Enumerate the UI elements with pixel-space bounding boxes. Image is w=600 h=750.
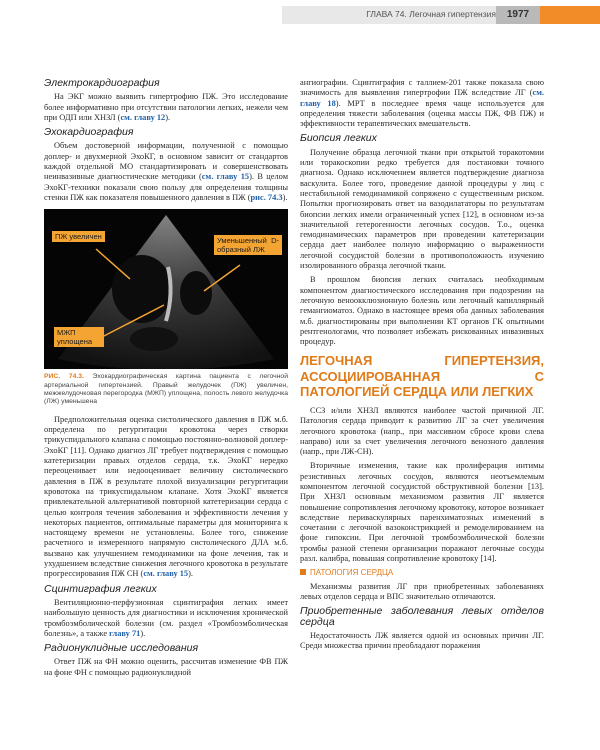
heading-radionuclide: Радионуклидные исследования [44,642,199,655]
paragraph-pressure: Предположительная оценка систолического давления в ПЖ м.б. определена по регургитации кровотока через створки трикуспидального клапана с помощью постоянно-волновой доплер-ЭхоКГ [11]. Однако диагноз ЛГ требует подтверждения с помощью катетеризации правых отделов сердца, т.к. ЭхоКГ нередко переоценивает или недооценивает величину систолического давления в ПЖ в результате плохой визуализации регургитации кровотока на трикуспидальном клапане. Хотя ЭхоКГ является привлекательной альтернативой повторной катетеризации сердца с целью контроля течения заболевания и эффективности лечения у некоторых пациентов, оптимальные параметры для мониторинга к настоящему времени не установлены. Более того, снижение расчетного и измеренного напрямую систолического ДЛА м.б. вызвано как улучшением гемодинамики на фоне лечения, так и ухудшением вследствие снижения легочного кровотока в результате прогрессирования ПЖ СН (см. главу 15). [44,414,288,579]
section-title: ЛЕГОЧНАЯ ГИПЕРТЕНЗИЯ, АССОЦИИРОВАННАЯ С ПАТОЛОГИЕЙ СЕРДЦА ИЛИ ЛЕГКИХ [300,353,544,400]
link-chapter-12[interactable]: см. главу 12 [120,112,166,122]
paragraph-echo: Объем достоверной информации, полученной с помощью доплер- и двухмерной ЭхоКГ, в основном зависит от стандартов каждой отдельной МО стандартизировать и совершенствовать неинвазивные диагностические методики (см. главу 15). В целом ЭхоКГ-техники показали свою пользу для определения толщины стенки ПЖ как показателя повышенного давления в ПЖ (рис. 74.3). [44,141,289,202]
link-chapter-18[interactable]: см. главу 18 [300,88,544,108]
label-ivs-flattened: МЖП уплощена [54,327,104,347]
figure-caption: РИС. 74.3. Эхокардиографическая картина пациента с легочной артериальной гипертензией. Правый желудочек (ПЖ) увеличен, межжелудочковая перегородка (МЖП) уплощена, полость левого желудочка (ЛЖ) уменьшена [44,373,288,406]
left-column [44,78,288,682]
paragraph-angiography: ангиографии. Сцинтиграфия с таллием-201 также показала свою значимость для выявления гипертрофии ПЖ вследствие ЛГ (см. главу 18). МРТ в последнее время чаще используется для определения тяжести заболевания (оценка массы ПЖ, ФВ ПЖ) и эффективности терапевтических вмешательств. [300,78,545,129]
heading-acquired: Приобретенные заболевания левых отделов сердца [300,605,544,628]
paragraph-scintigraphy: Вентиляционно-перфузионная сцинтиграфия легких имеет наибольшую ценность для диагностики и исключения хронической тромбоэмболической болезни (см. раздел «Тромбоэмболическая болезнь», а также главу 71). [44,597,288,638]
paragraph-biopsy-1: Получение образца легочной ткани при открытой торакотомии или торакоскопии редко требуется для постановки точного диагноза. Однако исключением является подтверждение диагноза васкулита. Более того, проведение данной процедуры у лиц с нестабильной гемодинамикой сопряжено с существенным риском. Попытки прогнозировать ответ на вазодилататоры по результатам биопсии легких имели ограниченный успех [12], в основном из-за значительной гетерогенности легочных сосудов. Т.о., оценка гемодинамических параметров при проведении катетеризации сердца дает наиболее полную информацию о выраженности легочной сосудистой болезни в противоположность изучению изолированного образца легочной ткани. [300,147,544,271]
paragraph-acquired: Недостаточность ЛЖ является одной из основных причин ЛГ. Среди множества причин преобладают поражения [300,630,544,651]
heading-ecg: Электрокардиография [44,77,160,89]
page-header [0,0,600,26]
echo-figure [44,209,288,369]
paragraph-biopsy-2: В прошлом биопсия легких считалась необходимым компонентом диагностического исследования при подозрении на легочную веноокклюзионную болезнь или легочный капиллярный гемангиоматоз. Однако в настоящее время оба данных заболевания м.б. диагностированы при выполнении КТ органов ГК опытными рентгенологами, что позволяет избежать рискованных инвазивных процедур. [300,275,544,347]
link-chapter-71[interactable]: главу 71 [109,628,141,638]
paragraph-intro-1: ССЗ и/или ХНЗЛ являются наиболее частой причиной ЛГ. Патология сердца приводит к развитию ЛГ за счет увеличения легочного кровотока (напр., при массивном сбросе крови слева направо) или за счет увеличения легочного венозного давления (напр., при ЛЖ-СН). [300,405,544,457]
square-bullet-icon [300,569,306,575]
label-lv-dshaped: Уменьшенный D-образный ЛЖ [214,235,282,255]
link-chapter-15b[interactable]: см. главу 15 [143,569,189,579]
label-rv-enlarged: ПЖ увеличен [52,231,105,242]
heading-biopsy: Биопсия легких [300,132,377,145]
header-accent-bar [540,6,600,24]
chapter-title: ГЛАВА 74. Легочная гипертензия [366,9,496,19]
heading-echo: Эхокардиография [44,126,134,139]
right-column [300,78,544,655]
paragraph-intro-2: Вторичные изменения, такие как пролиферация интимы резистивных легочных сосудов, являются неотъемлемым компонентом легочной сосудистой обструктивной болезни [13]. При ХНЗЛ основным механизмом развития ЛГ является повышение сопротивления легочному кровотоку, которое возникает вследствие периваскулярных паренхиматозных изменений в сочетании с легочной вазоконстрикцией и ремоделированием на фоне гипоксии. При легочной тромбоэмболической болезни тромбы разной степени организации поражают легочные сосуды разл. калибра, повышая сопротивление кровотоку [14]. [300,461,544,564]
paragraph-ecg: На ЭКГ можно выявить гипертрофию ПЖ. Это исследование более информативно при отсутствии патологии легких, нежели чем при ОДП или ХНЗЛ (см. главу 12). [44,92,288,122]
link-figure-74-3[interactable]: рис. 74.3 [250,192,283,202]
page-number: 1977 [496,6,540,24]
subsection-heart: ПАТОЛОГИЯ СЕРДЦА [300,568,544,578]
heading-scintigraphy: Сцинтиграфия легких [44,582,157,595]
paragraph-radionuclide: Ответ ПЖ на ФН можно оценить, рассчитав изменение ФВ ПЖ на фоне ФН с помощью радионуклидной [44,657,288,677]
link-chapter-15[interactable]: см. главу 15 [201,172,250,182]
paragraph-heart: Механизмы развития ЛГ при приобретенных заболеваниях левых отделов сердца и ВПС значительно отличаются. [300,581,544,601]
